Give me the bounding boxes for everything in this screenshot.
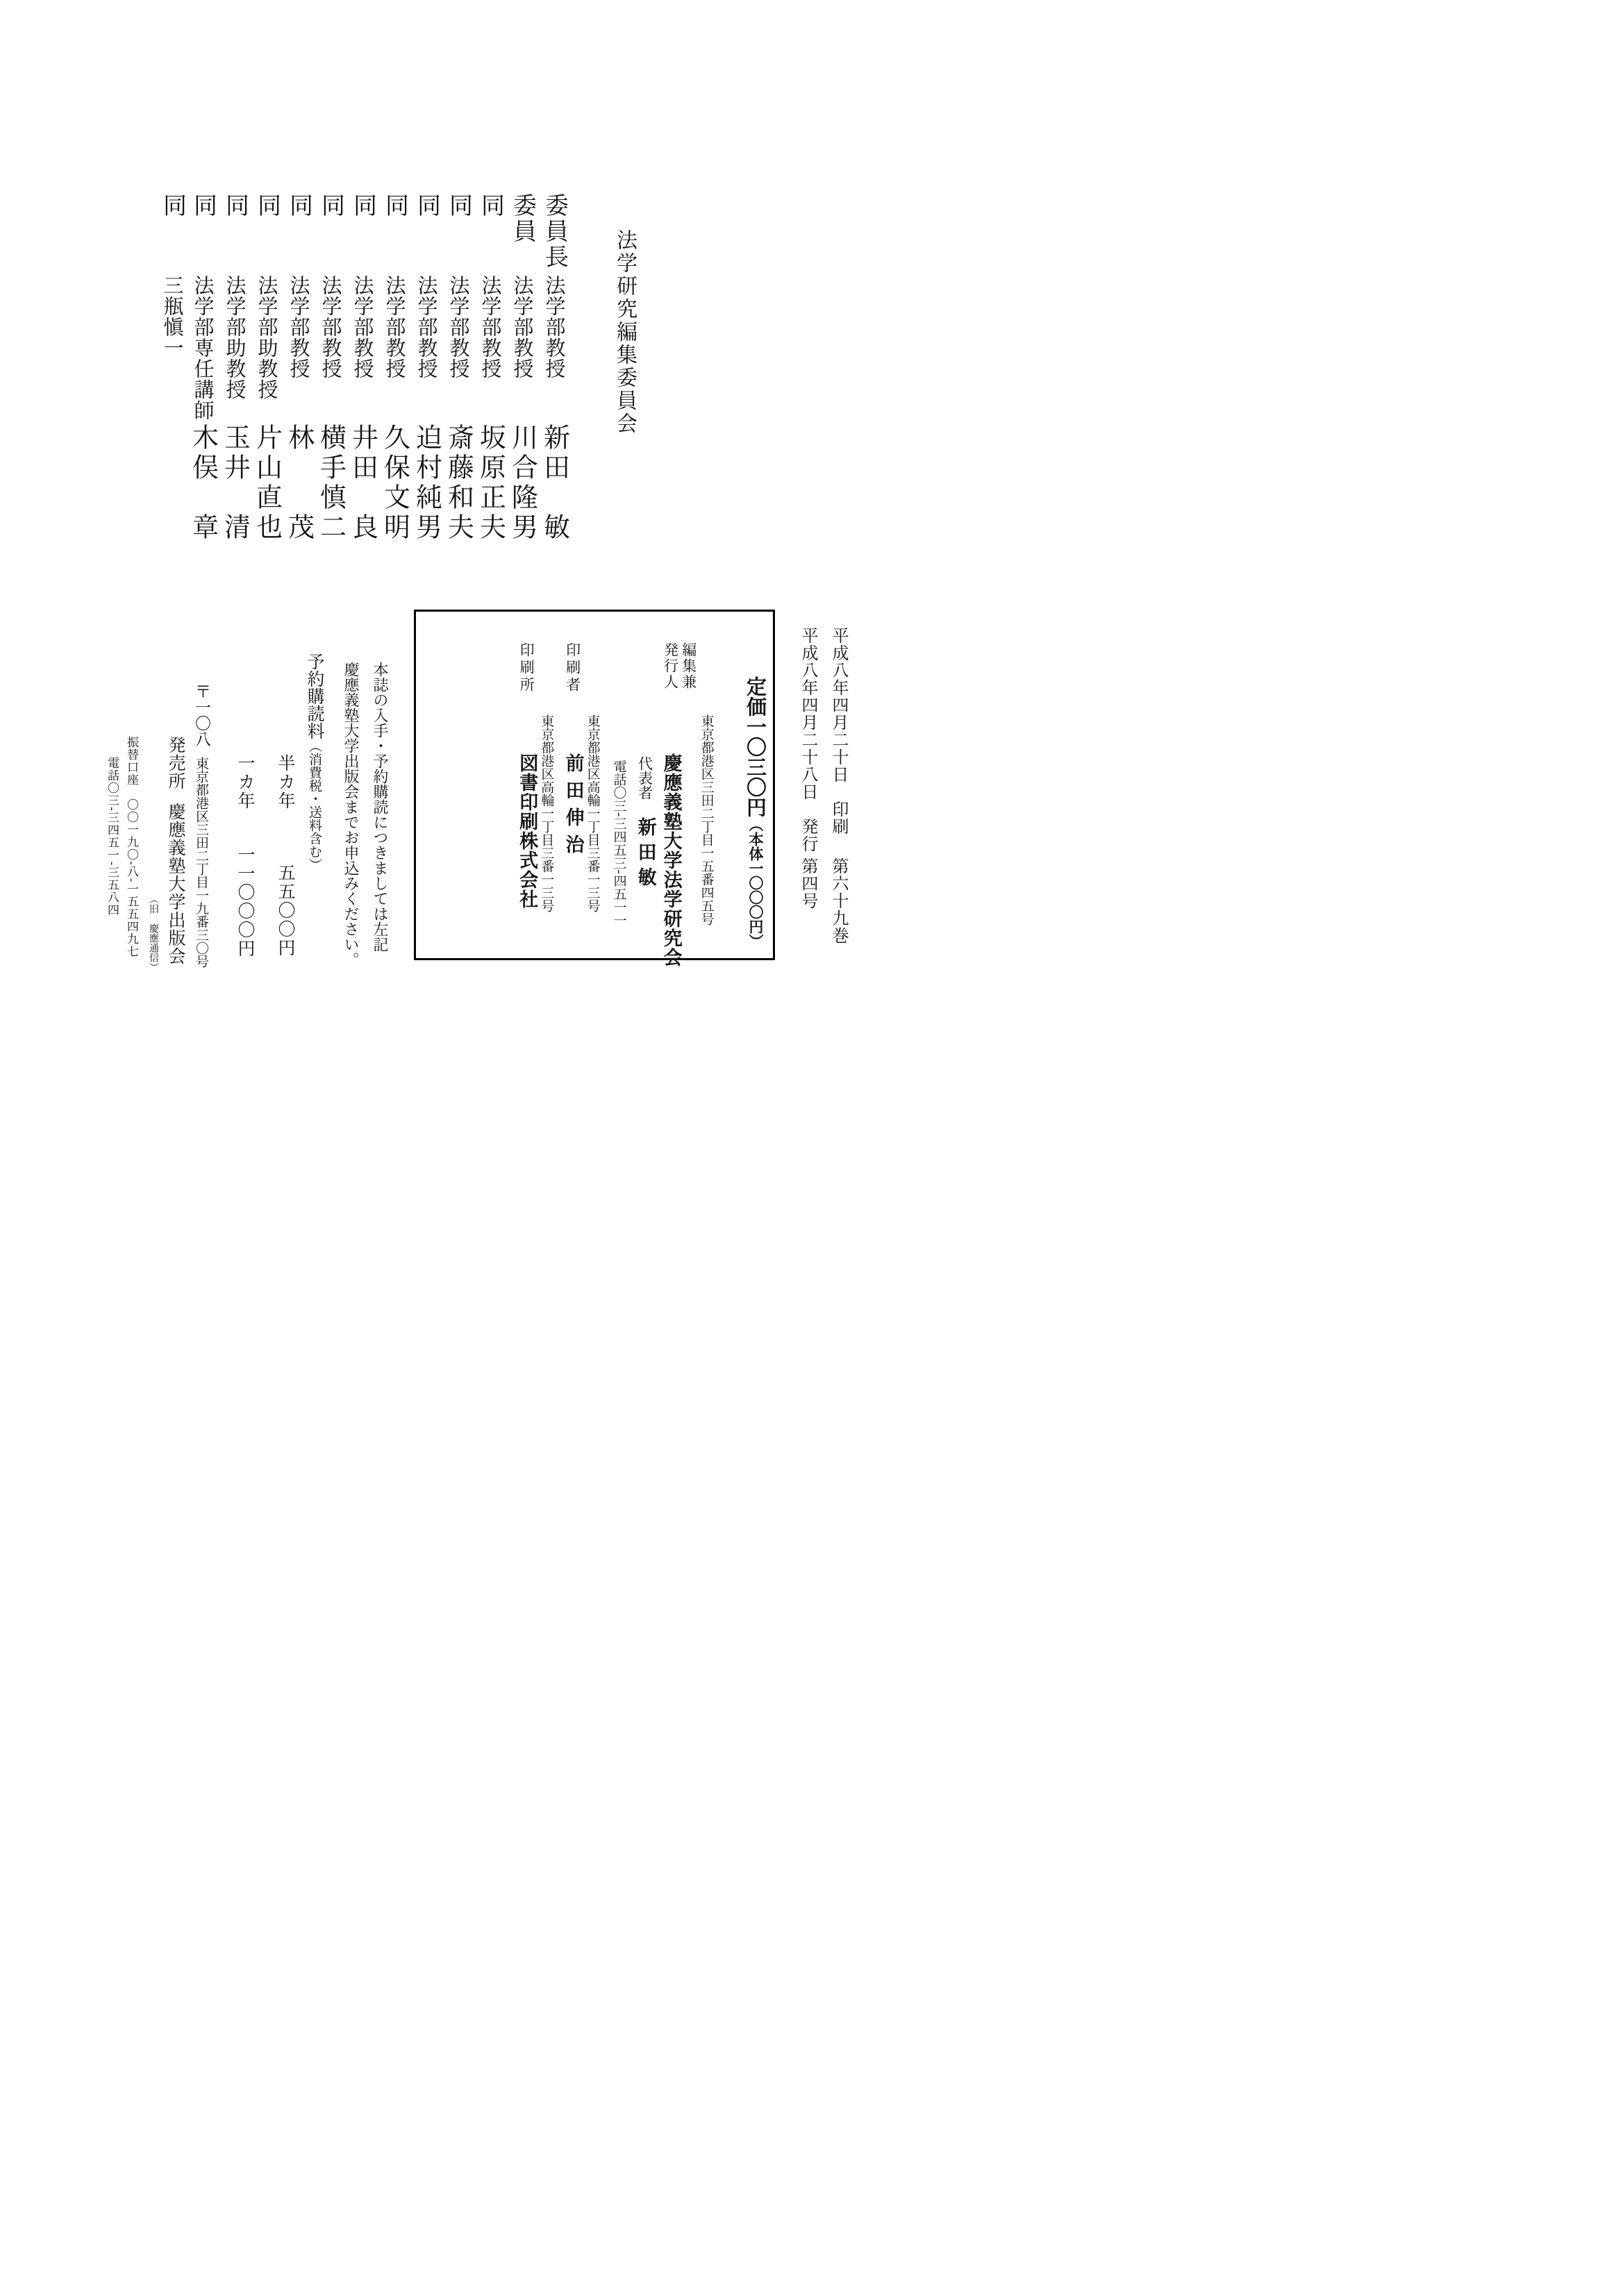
- member-role: 同: [317, 193, 345, 219]
- member-role: 同: [285, 193, 313, 219]
- distributor-name: 慶應義塾大学出版会: [166, 803, 186, 965]
- publisher-phone: 電話〇三‐三四五三‐四五一一: [611, 760, 627, 927]
- printer-name: 前田伸治: [562, 753, 584, 862]
- committee-member: [379, 193, 410, 568]
- member-name: 横手慎二: [315, 424, 347, 543]
- colophon-box: [414, 610, 775, 967]
- printer-role-label: 印刷者: [564, 642, 581, 694]
- committee-member: [507, 193, 538, 568]
- member-name: 斎藤和夫: [443, 424, 474, 543]
- committee-member: [315, 193, 347, 568]
- member-title: 法学部教授: [319, 275, 343, 379]
- member-name: 玉井 清: [219, 424, 251, 543]
- printed-date-column: [826, 610, 847, 981]
- member-role: 同: [476, 193, 505, 219]
- price-main: 定価一〇三〇円: [744, 676, 767, 817]
- publisher-name: 慶應義塾大学法学研究会: [660, 753, 682, 967]
- member-name: 川合隆男: [507, 424, 538, 543]
- printed-date: 平成八年四月二十日 印刷: [829, 627, 849, 835]
- member-role: 委員: [508, 193, 537, 244]
- subscription-fee-title: 予約購読料: [305, 653, 325, 739]
- committee-member: [251, 193, 283, 568]
- published-date: 平成八年四月二十八日 発行: [799, 627, 818, 853]
- printing-office-address: 東京都港区高輪一丁目三番一三号: [539, 714, 555, 912]
- member-role: 同: [189, 193, 217, 219]
- price-column: [745, 676, 766, 953]
- full-year-fee-column: [232, 610, 254, 981]
- member-title: 法学部教授: [478, 275, 503, 379]
- member-role: 同: [381, 193, 409, 219]
- transfer-account: 振替口座 〇〇一九〇‐八‐一五五四九七: [124, 736, 138, 958]
- distributor-phone: 電話〇三‐三四五一‐三五八四: [105, 757, 119, 916]
- colophon-section: [97, 610, 847, 981]
- issue-number-label: 第四号: [799, 857, 818, 910]
- publisher-address: 東京都港区三田二丁目一五番四五号: [699, 714, 715, 925]
- member-title: 法学部教授: [447, 275, 471, 379]
- subscription-note-line2: 慶應義塾大学出版会までお申込みください。: [342, 662, 359, 967]
- price-note: （本体一〇〇〇円）: [747, 817, 765, 948]
- member-role: 委員長: [540, 193, 569, 270]
- publisher-group: [609, 617, 715, 967]
- member-role: 同: [158, 193, 187, 219]
- member-title: 法学部教授: [510, 275, 535, 379]
- member-role: 同: [444, 193, 473, 219]
- member-title: 法学部助教授: [223, 275, 247, 400]
- distributor-column: [162, 610, 185, 981]
- publisher-role-label-line2: 発行人: [662, 642, 679, 690]
- printing-office-main-column: [517, 617, 536, 953]
- member-role: 同: [253, 193, 281, 219]
- printing-office-role-label: 印刷所: [518, 642, 535, 694]
- member-role: 同: [412, 193, 441, 219]
- member-role: 同: [349, 193, 377, 219]
- representative-column: [631, 617, 655, 953]
- member-title: 法学部専任講師: [191, 275, 215, 421]
- committee-member: [283, 193, 315, 568]
- representative-label: 代表者: [636, 756, 653, 800]
- printer-main-column: [562, 617, 582, 953]
- member-name: 井田 良: [347, 424, 378, 543]
- subscription-fee-note: （消費税・送料含む）: [307, 739, 322, 871]
- member-title: 法学部助教授: [255, 275, 279, 400]
- member-title: 三瓶愼一: [160, 275, 185, 358]
- committee-member: [158, 193, 185, 568]
- committee-member: [219, 193, 251, 568]
- printer-group: [562, 617, 599, 953]
- member-name: 林 茂: [283, 424, 315, 543]
- distributor-address-column: [192, 610, 210, 981]
- full-year-price: 一一〇〇〇円: [235, 846, 256, 958]
- subscription-fee-heading: [304, 610, 324, 981]
- committee-member: [347, 193, 378, 568]
- member-name: 新田 敏: [539, 424, 570, 543]
- published-date-column: [796, 610, 817, 981]
- committee-member: [187, 193, 219, 568]
- member-title: 法学部教授: [287, 275, 311, 379]
- printing-office-name: 図書印刷株式会社: [516, 753, 538, 909]
- subscription-note-line1: 本誌の入手・予約購読につきましては左記: [371, 662, 388, 952]
- distributor-label: 発売所: [166, 736, 186, 790]
- full-year-term: 一カ年: [235, 754, 256, 810]
- member-title: 法学部教授: [415, 275, 439, 379]
- committee-member: [411, 193, 442, 568]
- member-name: 片山直也: [251, 424, 283, 543]
- half-year-price: 五五〇〇円: [276, 864, 296, 957]
- member-title: 法学部教授: [351, 275, 375, 379]
- committee-member: [539, 193, 570, 568]
- printing-office-group: [517, 617, 553, 953]
- publisher-role-label-line1: 編集兼: [680, 642, 697, 690]
- representative-name: 新田敏: [634, 817, 656, 892]
- publisher-role-label: [660, 642, 697, 753]
- distributor-former-name: （旧 慶應通信）: [148, 894, 159, 972]
- committee-member: [475, 193, 506, 568]
- half-year-term: 半カ年: [276, 754, 296, 810]
- member-title: 法学部教授: [383, 275, 407, 379]
- member-role: 同: [221, 193, 249, 219]
- committee-member: [443, 193, 474, 568]
- member-name: 久保文明: [379, 424, 410, 543]
- volume-label: 第六十九巻: [829, 857, 849, 944]
- member-title: 法学部教授: [542, 275, 567, 379]
- member-name: 木俣 章: [187, 424, 219, 543]
- postal-code: 〒一〇八: [192, 683, 210, 747]
- committee-title: 法学研究編集委員会: [612, 229, 637, 435]
- committee-section: [132, 193, 635, 568]
- distributor-address: 東京都港区三田二丁目一九番三〇号: [194, 757, 209, 968]
- member-name: 坂原正夫: [475, 424, 506, 543]
- publisher-main-column: [660, 617, 697, 967]
- member-name: 迫村純男: [411, 424, 442, 543]
- half-year-fee-column: [272, 610, 294, 981]
- printer-address: 東京都港区高輪一丁目三番一三号: [585, 714, 601, 912]
